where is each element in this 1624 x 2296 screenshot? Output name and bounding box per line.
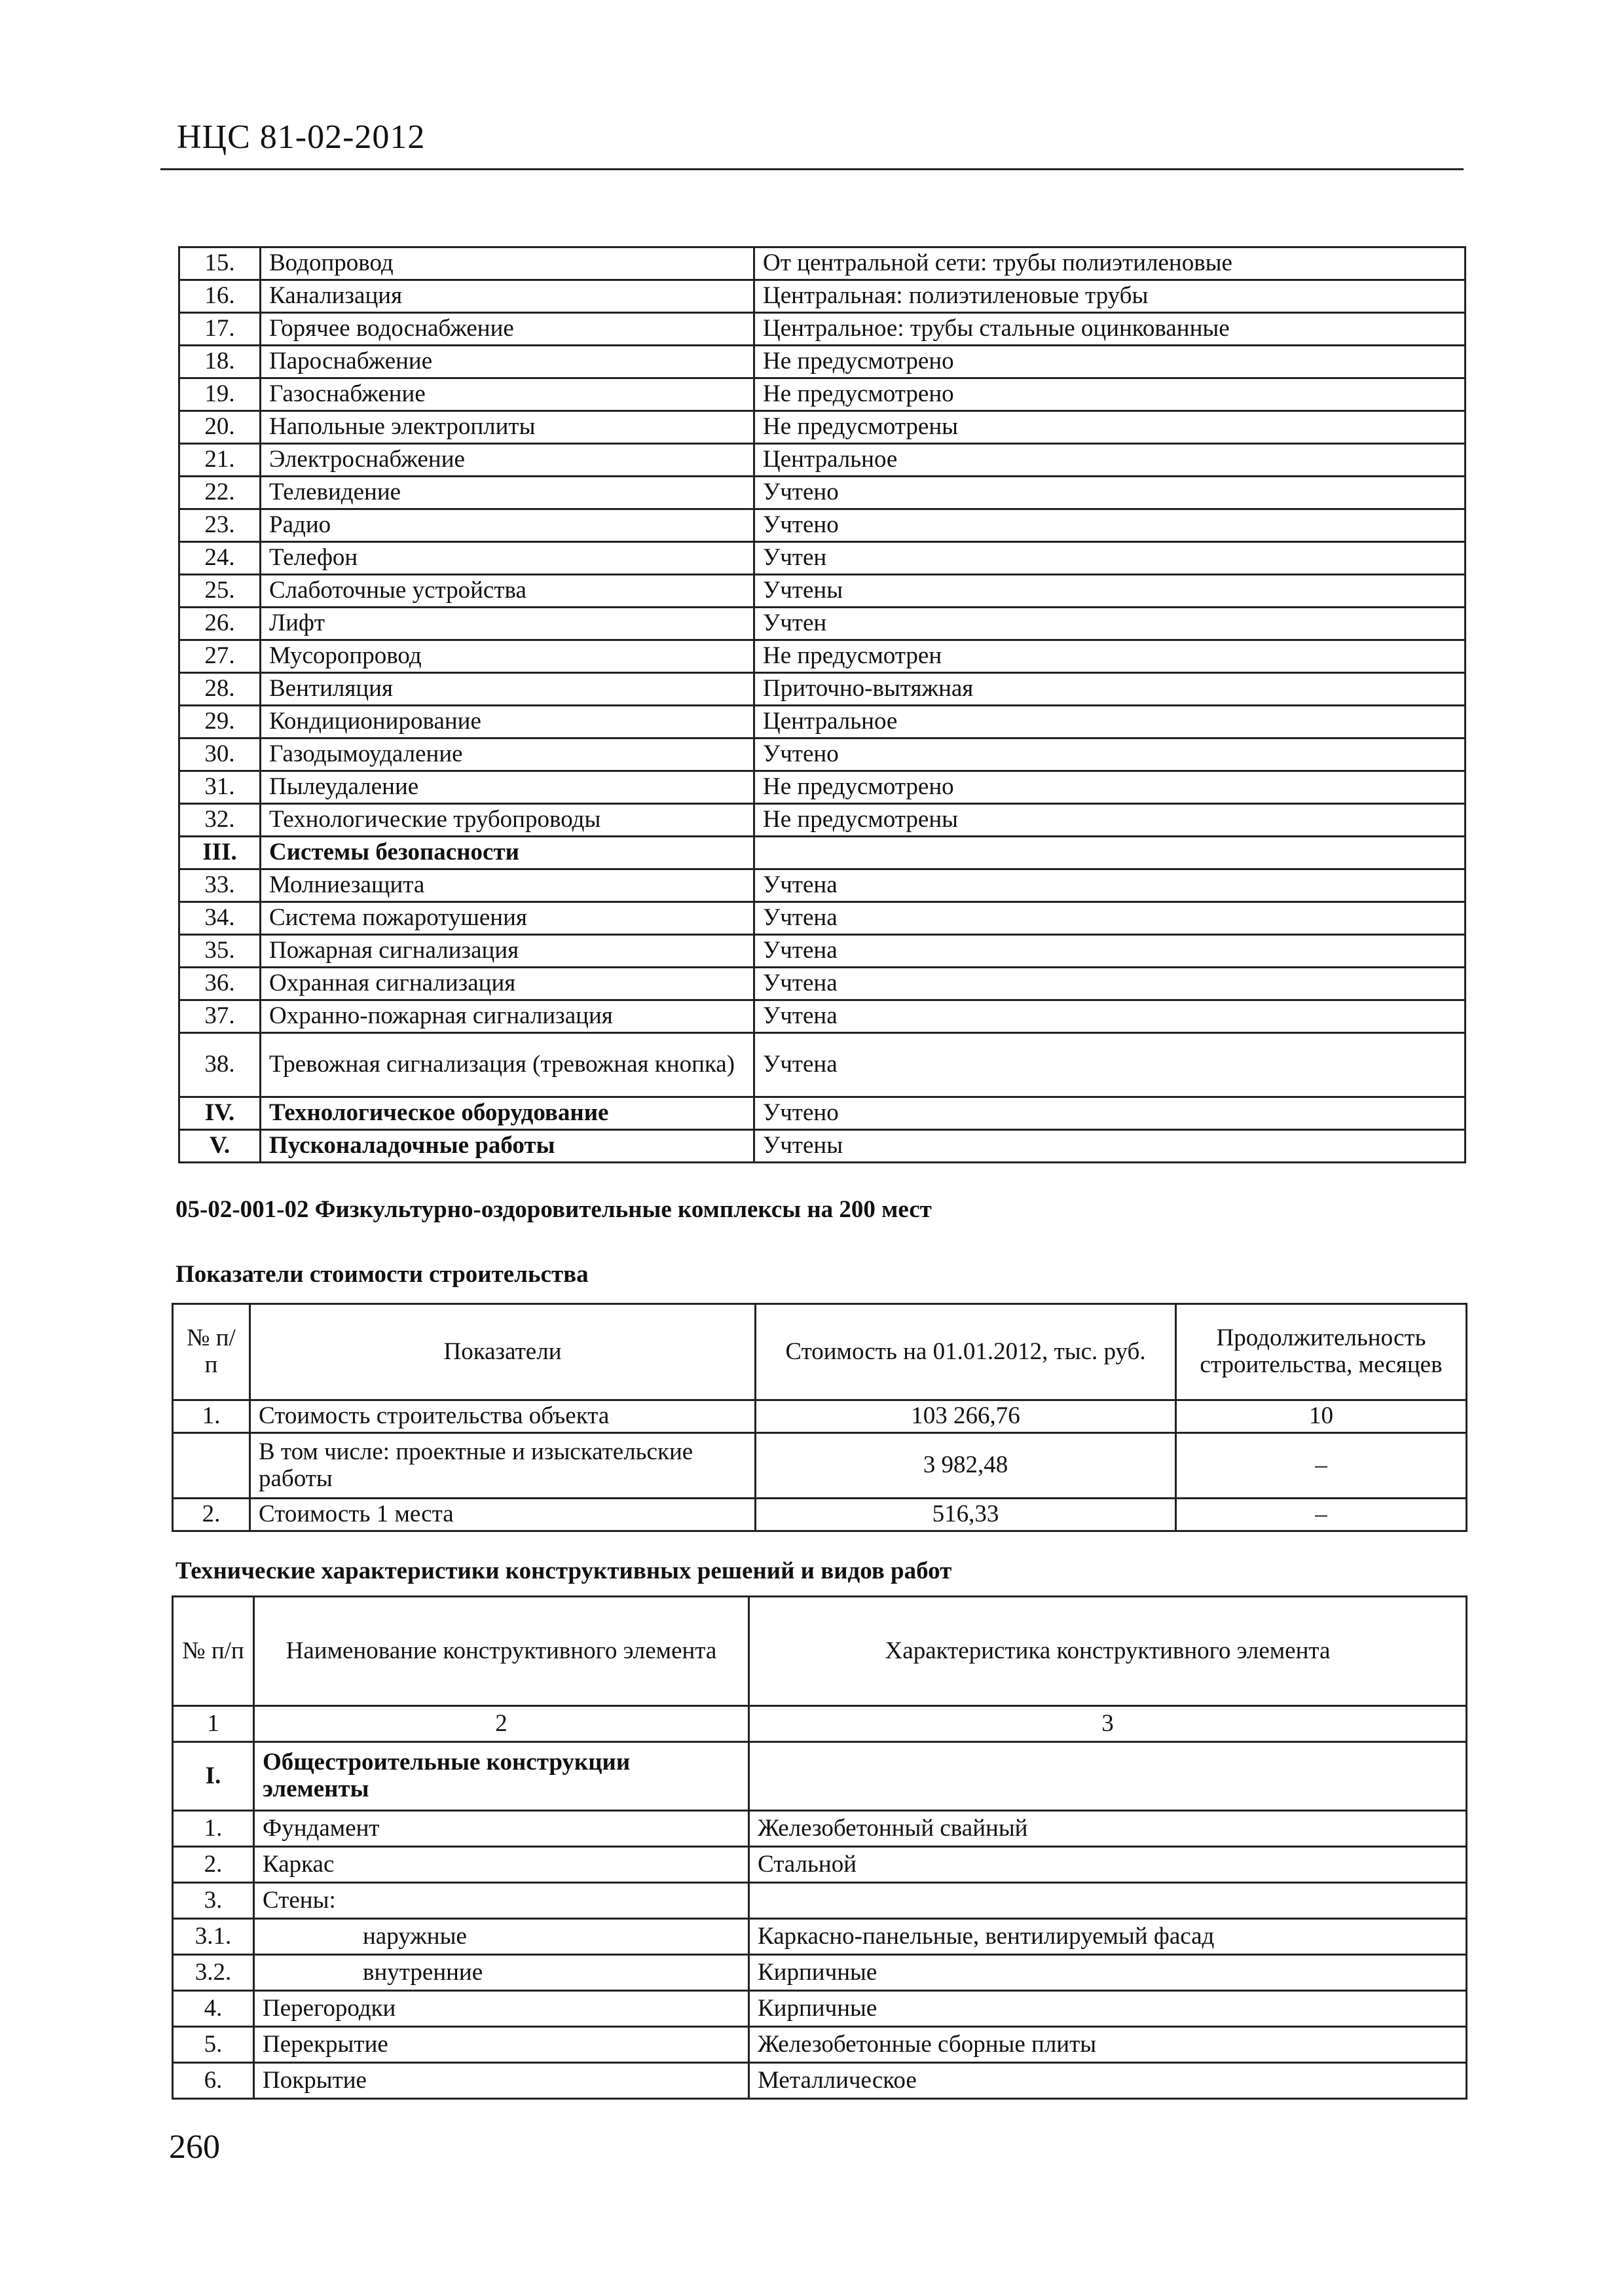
element-name: наружные <box>254 1919 749 1955</box>
table-row <box>173 1883 1467 1919</box>
table-row <box>179 346 1466 378</box>
system-value: Учтено <box>754 509 1466 542</box>
system-name: Канализация <box>261 280 754 313</box>
system-value: Не предусмотрено <box>754 346 1466 378</box>
system-name: Пылеудаление <box>261 771 754 804</box>
header-cell: № п/п <box>173 1597 254 1706</box>
document-code: НЦС 81-02-2012 <box>177 118 426 156</box>
table-row <box>179 640 1466 673</box>
element-name: Покрытие <box>254 2063 749 2099</box>
column-index-row <box>173 1706 1467 1742</box>
system-name: Радио <box>261 509 754 542</box>
row-number: 31. <box>179 771 261 804</box>
indicator-name: В том числе: проектные и изыскательские работы <box>250 1433 756 1499</box>
system-name: Газодымоудаление <box>261 738 754 771</box>
row-number: III. <box>179 837 261 869</box>
row-number: 4. <box>173 1991 254 2027</box>
system-name: Слаботочные устройства <box>261 575 754 608</box>
indicator-name: Стоимость 1 места <box>250 1499 756 1531</box>
table-row <box>179 902 1466 935</box>
row-number: IV. <box>179 1097 261 1130</box>
system-name: Пожарная сигнализация <box>261 935 754 968</box>
table-row <box>179 477 1466 509</box>
system-name: Системы безопасности <box>261 837 754 869</box>
element-characteristic: Стальной <box>749 1847 1467 1883</box>
row-number: 19. <box>179 378 261 411</box>
header-cell: Характеристика конструктивного элемента <box>749 1597 1467 1706</box>
system-value: Учтен <box>754 608 1466 640</box>
header-cell: Наименование конструктивного элемента <box>254 1597 749 1706</box>
element-name: Стены: <box>254 1883 749 1919</box>
table-row <box>179 935 1466 968</box>
row-number: 1. <box>173 1811 254 1847</box>
indicator-cost: 516,33 <box>756 1499 1176 1531</box>
tech-heading: Технические характеристики конструктивных решений и видов работ <box>175 1558 952 1584</box>
table-row <box>179 444 1466 477</box>
system-value: Не предусмотрено <box>754 771 1466 804</box>
row-number: 38. <box>179 1033 261 1097</box>
table-header-row <box>173 1304 1467 1400</box>
system-name: Горячее водоснабжение <box>261 313 754 346</box>
table-row <box>173 1499 1467 1531</box>
indicator-duration: – <box>1176 1499 1467 1531</box>
section-title: 05-02-001-02 Физкультурно-оздоровительные комплексы на 200 мест <box>175 1196 932 1223</box>
system-value: Учтено <box>754 1097 1466 1130</box>
table-row <box>179 575 1466 608</box>
header-cell: Стоимость на 01.01.2012, тыс. руб. <box>756 1304 1176 1400</box>
row-number: 3. <box>173 1883 254 1919</box>
system-value: Приточно-вытяжная <box>754 673 1466 706</box>
page-number: 260 <box>169 2128 220 2166</box>
element-name: Перегородки <box>254 1991 749 2027</box>
row-number: 25. <box>179 575 261 608</box>
engineering-systems-table <box>178 246 1466 1163</box>
table-row <box>173 1433 1467 1499</box>
system-value: Учтено <box>754 477 1466 509</box>
element-name: Каркас <box>254 1847 749 1883</box>
system-value: Учтена <box>754 935 1466 968</box>
table-header-row <box>173 1597 1467 1706</box>
table-row <box>179 542 1466 575</box>
table-row <box>179 280 1466 313</box>
row-number: 24. <box>179 542 261 575</box>
system-name: Система пожаротушения <box>261 902 754 935</box>
table-row <box>173 1991 1467 2027</box>
row-number: 17. <box>179 313 261 346</box>
system-value: Учтен <box>754 542 1466 575</box>
table-row <box>179 804 1466 837</box>
system-value <box>754 837 1466 869</box>
system-name: Электроснабжение <box>261 444 754 477</box>
group-row <box>173 1742 1467 1811</box>
row-number: 15. <box>179 247 261 280</box>
table-row <box>179 411 1466 444</box>
table-row <box>179 673 1466 706</box>
system-name: Газоснабжение <box>261 378 754 411</box>
system-value: Учтена <box>754 902 1466 935</box>
system-name: Кондиционирование <box>261 706 754 738</box>
element-name: внутренние <box>254 1955 749 1991</box>
system-value: Учтены <box>754 1130 1466 1163</box>
cost-indicators-table <box>172 1303 1467 1532</box>
row-number: 18. <box>179 346 261 378</box>
element-characteristic <box>749 1883 1467 1919</box>
row-number: 3.2. <box>173 1955 254 1991</box>
table-row <box>179 313 1466 346</box>
element-name: Общестроительные конструкции элементы <box>254 1742 749 1811</box>
row-number: 32. <box>179 804 261 837</box>
cost-heading: Показатели стоимости строительства <box>175 1261 589 1288</box>
row-number: 20. <box>179 411 261 444</box>
table-row <box>179 968 1466 1000</box>
indicator-cost: 103 266,76 <box>756 1400 1176 1433</box>
table-row <box>179 706 1466 738</box>
indicator-duration: – <box>1176 1433 1467 1499</box>
column-index: 3 <box>749 1706 1467 1742</box>
element-characteristic: Кирпичные <box>749 1955 1467 1991</box>
system-value: Центральное: трубы стальные оцинкованные <box>754 313 1466 346</box>
system-value: Учтена <box>754 968 1466 1000</box>
system-value: Не предусмотрены <box>754 411 1466 444</box>
row-number: 3.1. <box>173 1919 254 1955</box>
table-row <box>173 2063 1467 2099</box>
indicator-name: Стоимость строительства объекта <box>250 1400 756 1433</box>
header-cell: Продолжительность строительства, месяцев <box>1176 1304 1467 1400</box>
row-number: 29. <box>179 706 261 738</box>
system-value: Учтена <box>754 869 1466 902</box>
row-number: 26. <box>179 608 261 640</box>
system-name: Мусоропровод <box>261 640 754 673</box>
row-number: 2. <box>173 1847 254 1883</box>
table-row <box>179 1000 1466 1033</box>
table-row <box>179 869 1466 902</box>
column-index: 2 <box>254 1706 749 1742</box>
system-value: Учтены <box>754 575 1466 608</box>
header-cell: № п/п <box>173 1304 250 1400</box>
row-number: 27. <box>179 640 261 673</box>
system-name: Телефон <box>261 542 754 575</box>
column-index: 1 <box>173 1706 254 1742</box>
indicator-cost: 3 982,48 <box>756 1433 1176 1499</box>
table-row <box>179 771 1466 804</box>
system-value: Центральное <box>754 444 1466 477</box>
system-name: Пароснабжение <box>261 346 754 378</box>
system-name: Технологическое оборудование <box>261 1097 754 1130</box>
system-name: Охранная сигнализация <box>261 968 754 1000</box>
system-name: Технологические трубопроводы <box>261 804 754 837</box>
row-number: 37. <box>179 1000 261 1033</box>
table-row <box>179 509 1466 542</box>
system-value: Учтена <box>754 1033 1466 1097</box>
element-characteristic: Железобетонный свайный <box>749 1811 1467 1847</box>
row-number: 22. <box>179 477 261 509</box>
row-number: 35. <box>179 935 261 968</box>
element-characteristic: Железобетонные сборные плиты <box>749 2027 1467 2063</box>
header-rule <box>160 168 1464 170</box>
system-name: Лифт <box>261 608 754 640</box>
row-number: I. <box>173 1742 254 1811</box>
row-number: 30. <box>179 738 261 771</box>
system-value: Не предусмотрены <box>754 804 1466 837</box>
system-name: Телевидение <box>261 477 754 509</box>
system-name: Напольные электроплиты <box>261 411 754 444</box>
system-value: Не предусмотрено <box>754 378 1466 411</box>
system-name: Пусконаладочные работы <box>261 1130 754 1163</box>
element-characteristic: Металлическое <box>749 2063 1467 2099</box>
system-value: Учтена <box>754 1000 1466 1033</box>
table-row <box>179 608 1466 640</box>
system-value: Учтено <box>754 738 1466 771</box>
system-name: Водопровод <box>261 247 754 280</box>
row-number: 34. <box>179 902 261 935</box>
row-number: 16. <box>179 280 261 313</box>
element-characteristic: Каркасно-панельные, вентилируемый фасад <box>749 1919 1467 1955</box>
system-name: Охранно-пожарная сигнализация <box>261 1000 754 1033</box>
table-row <box>179 247 1466 280</box>
table-row <box>179 837 1466 869</box>
row-number: 6. <box>173 2063 254 2099</box>
table-row <box>173 2027 1467 2063</box>
system-value: Центральное <box>754 706 1466 738</box>
system-name: Вентиляция <box>261 673 754 706</box>
construction-elements-table <box>172 1595 1467 2100</box>
table-row <box>179 378 1466 411</box>
system-name: Тревожная сигнализация (тревожная кнопка) <box>261 1033 754 1097</box>
system-value: Не предусмотрен <box>754 640 1466 673</box>
table-row <box>179 1130 1466 1163</box>
row-number: 21. <box>179 444 261 477</box>
indicator-duration: 10 <box>1176 1400 1467 1433</box>
row-number: 1. <box>173 1400 250 1433</box>
row-number: 36. <box>179 968 261 1000</box>
table-row <box>179 1097 1466 1130</box>
table-row <box>173 1919 1467 1955</box>
system-value: Центральная: полиэтиленовые трубы <box>754 280 1466 313</box>
table-row <box>173 1811 1467 1847</box>
row-number: 33. <box>179 869 261 902</box>
row-number: V. <box>179 1130 261 1163</box>
table-row <box>173 1955 1467 1991</box>
row-number: 28. <box>179 673 261 706</box>
row-number <box>173 1433 250 1499</box>
row-number: 23. <box>179 509 261 542</box>
element-name: Перекрытие <box>254 2027 749 2063</box>
element-characteristic <box>749 1742 1467 1811</box>
row-number: 2. <box>173 1499 250 1531</box>
table-row <box>179 738 1466 771</box>
header-cell: Показатели <box>250 1304 756 1400</box>
element-name: Фундамент <box>254 1811 749 1847</box>
table-row <box>173 1400 1467 1433</box>
element-characteristic: Кирпичные <box>749 1991 1467 2027</box>
table-row <box>179 1033 1466 1097</box>
table-row <box>173 1847 1467 1883</box>
system-value: От центральной сети: трубы полиэтиленовые <box>754 247 1466 280</box>
row-number: 5. <box>173 2027 254 2063</box>
system-name: Молниезащита <box>261 869 754 902</box>
